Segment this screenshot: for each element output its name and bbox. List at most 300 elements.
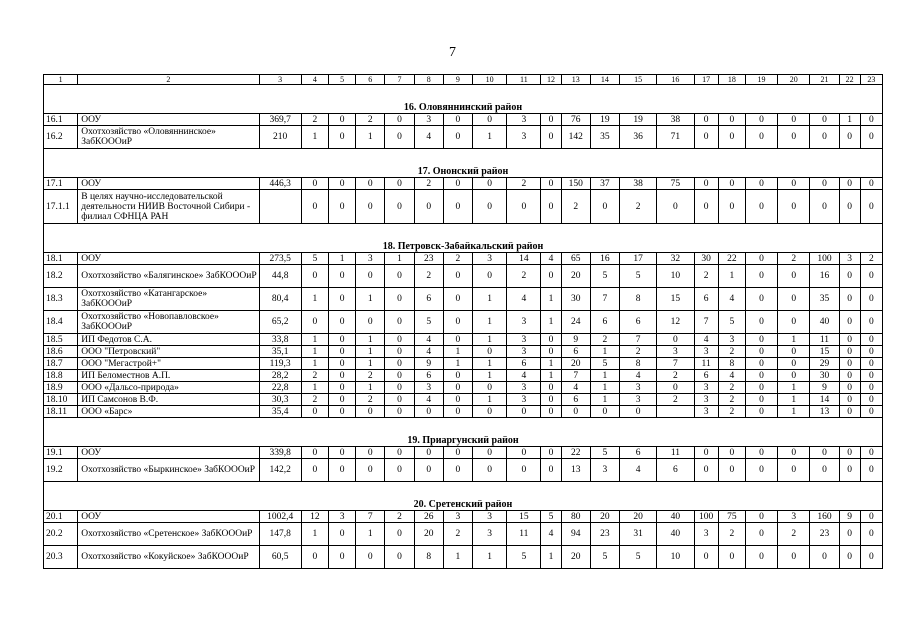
table-row [44,253,883,265]
row-id-cell: 16.2 [44,126,78,149]
value-cell: 0 [839,190,860,224]
value-cell: 30 [561,288,590,311]
column-number-cell: 8 [414,75,443,85]
row-name-cell: ООУ [78,511,259,523]
row-id-cell: 18.4 [44,311,78,334]
value-cell: 0 [745,334,777,346]
value-cell: 1 [356,523,385,546]
section-spacer [44,482,883,501]
table-row [44,114,883,126]
row-id-cell: 18.9 [44,382,78,394]
column-number-cell: 22 [839,75,860,85]
value-cell: 31 [620,523,657,546]
row-name-cell: ООУ [78,178,259,190]
value-cell: 0 [356,459,385,482]
value-cell: 2 [356,370,385,382]
value-cell: 5 [620,546,657,569]
value-cell: 0 [473,406,507,418]
value-cell: 2 [301,114,328,126]
value-cell: 0 [329,190,356,224]
value-cell: 0 [385,114,414,126]
row-area-cell: 1002,4 [259,511,301,523]
column-number-cell: 13 [561,75,590,85]
value-cell: 0 [745,288,777,311]
table-row [44,370,883,382]
value-cell: 0 [541,334,561,346]
value-cell: 2 [356,114,385,126]
row-id-cell: 16.1 [44,114,78,126]
value-cell: 6 [694,370,718,382]
value-cell: 0 [860,447,882,459]
value-cell: 30 [810,370,839,382]
table-row [44,546,883,569]
value-cell: 5 [541,511,561,523]
column-number-cell: 7 [385,75,414,85]
value-cell: 4 [414,346,443,358]
row-name-cell: Охотхозяйство «Кокуйское» ЗабКОООиР [78,546,259,569]
value-cell: 4 [414,394,443,406]
value-cell: 0 [329,265,356,288]
value-cell: 2 [718,382,745,394]
value-cell: 0 [443,406,472,418]
row-area-cell: 210 [259,126,301,149]
value-cell: 10 [657,546,694,569]
value-cell: 6 [620,311,657,334]
value-cell: 1 [541,546,561,569]
value-cell: 1 [473,311,507,334]
section-heading-row [44,242,883,253]
row-id-cell: 18.10 [44,394,78,406]
value-cell: 9 [839,511,860,523]
value-cell: 5 [414,311,443,334]
value-cell: 1 [356,358,385,370]
value-cell: 3 [414,382,443,394]
value-cell: 0 [778,190,810,224]
value-cell: 0 [414,447,443,459]
value-cell: 0 [694,459,718,482]
value-cell: 0 [507,190,541,224]
value-cell: 1 [443,346,472,358]
value-cell: 2 [657,394,694,406]
value-cell: 160 [810,511,839,523]
value-cell: 76 [561,114,590,126]
section-spacer [44,85,883,104]
value-cell: 0 [507,459,541,482]
section-spacer [44,224,883,243]
value-cell: 35 [590,126,619,149]
value-cell: 1 [301,334,328,346]
value-cell: 1 [356,126,385,149]
value-cell: 0 [778,114,810,126]
value-cell: 38 [620,178,657,190]
value-cell: 35 [810,288,839,311]
value-cell: 0 [778,370,810,382]
value-cell: 0 [541,346,561,358]
value-cell: 20 [561,546,590,569]
value-cell: 0 [356,178,385,190]
value-cell: 3 [507,114,541,126]
value-cell: 0 [590,190,619,224]
value-cell: 0 [329,178,356,190]
table-row [44,511,883,523]
value-cell: 14 [810,394,839,406]
section-title: 18. Петровск-Забайкальский район [44,242,883,253]
value-cell: 0 [301,447,328,459]
value-cell: 2 [301,370,328,382]
value-cell: 3 [620,382,657,394]
value-cell: 13 [561,459,590,482]
value-cell: 0 [385,265,414,288]
value-cell: 2 [718,406,745,418]
section-heading-row [44,103,883,114]
value-cell: 0 [473,114,507,126]
value-cell: 75 [657,178,694,190]
table-row [44,406,883,418]
value-cell: 1 [443,358,472,370]
value-cell: 1 [473,126,507,149]
value-cell: 0 [839,382,860,394]
value-cell: 7 [590,288,619,311]
value-cell: 1 [541,288,561,311]
value-cell: 30 [694,253,718,265]
section-spacer-cell [44,482,883,501]
column-number-cell: 16 [657,75,694,85]
value-cell: 0 [860,265,882,288]
value-cell: 3 [507,382,541,394]
value-cell: 11 [810,334,839,346]
row-name-cell: ООО "Мегастрой+" [78,358,259,370]
value-cell: 20 [561,358,590,370]
row-area-cell: 65,2 [259,311,301,334]
value-cell: 0 [541,459,561,482]
value-cell: 0 [414,406,443,418]
value-cell: 0 [860,523,882,546]
value-cell: 0 [356,265,385,288]
value-cell: 17 [620,253,657,265]
row-id-cell: 20.3 [44,546,78,569]
value-cell: 1 [541,370,561,382]
value-cell: 0 [839,394,860,406]
value-cell: 142 [561,126,590,149]
value-cell: 7 [657,358,694,370]
value-cell: 0 [839,265,860,288]
value-cell: 0 [860,459,882,482]
value-cell: 4 [561,382,590,394]
value-cell: 0 [385,334,414,346]
value-cell: 0 [329,370,356,382]
value-cell: 8 [718,358,745,370]
value-cell: 0 [718,546,745,569]
value-cell: 2 [561,190,590,224]
table-row [44,358,883,370]
value-cell: 5 [301,253,328,265]
value-cell: 5 [507,546,541,569]
value-cell: 80 [561,511,590,523]
value-cell: 6 [507,358,541,370]
value-cell: 0 [778,178,810,190]
value-cell: 0 [301,311,328,334]
value-cell: 0 [541,265,561,288]
value-cell: 0 [860,546,882,569]
section-spacer-cell [44,418,883,437]
value-cell: 4 [718,370,745,382]
column-number-cell: 19 [745,75,777,85]
value-cell: 1 [356,334,385,346]
value-cell: 0 [745,382,777,394]
value-cell: 3 [356,253,385,265]
hunting-quota-table [43,74,883,569]
value-cell: 0 [778,447,810,459]
value-cell: 0 [507,406,541,418]
row-id-cell: 18.3 [44,288,78,311]
column-number-cell: 5 [329,75,356,85]
row-area-cell: 369,7 [259,114,301,126]
value-cell: 0 [385,394,414,406]
value-cell: 0 [620,406,657,418]
value-cell: 0 [718,447,745,459]
value-cell: 0 [356,447,385,459]
value-cell: 1 [839,114,860,126]
section-spacer [44,418,883,437]
row-area-cell: 119,3 [259,358,301,370]
value-cell: 29 [810,358,839,370]
value-cell: 0 [301,406,328,418]
value-cell: 0 [329,459,356,482]
row-area-cell: 35,4 [259,406,301,418]
value-cell: 0 [657,334,694,346]
value-cell: 7 [694,311,718,334]
value-cell: 0 [385,523,414,546]
value-cell: 1 [590,370,619,382]
value-cell: 0 [301,265,328,288]
row-id-cell: 18.6 [44,346,78,358]
value-cell: 0 [541,382,561,394]
value-cell: 6 [414,370,443,382]
value-cell: 3 [694,406,718,418]
row-area-cell: 60,5 [259,546,301,569]
value-cell: 0 [329,288,356,311]
value-cell: 38 [657,114,694,126]
value-cell: 0 [541,447,561,459]
value-cell: 4 [541,253,561,265]
value-cell: 15 [810,346,839,358]
value-cell: 1 [356,288,385,311]
value-cell: 1 [301,126,328,149]
value-cell: 0 [414,459,443,482]
value-cell: 0 [443,114,472,126]
value-cell: 3 [657,346,694,358]
value-cell: 0 [443,334,472,346]
value-cell: 0 [810,114,839,126]
table-row [44,178,883,190]
value-cell: 0 [473,190,507,224]
value-cell: 0 [385,370,414,382]
column-number-cell: 20 [778,75,810,85]
value-cell: 0 [860,394,882,406]
value-cell: 0 [473,447,507,459]
value-cell: 20 [590,511,619,523]
value-cell: 4 [507,288,541,311]
value-cell: 20 [561,265,590,288]
value-cell: 0 [443,370,472,382]
row-area-cell: 273,5 [259,253,301,265]
value-cell: 36 [620,126,657,149]
value-cell: 0 [745,253,777,265]
value-cell: 1 [356,346,385,358]
column-number-cell: 9 [443,75,472,85]
section-spacer-cell [44,149,883,168]
value-cell: 1 [778,394,810,406]
row-name-cell: Охотхозяйство «Новопавловское» ЗабКОООиР [78,311,259,334]
value-cell: 0 [810,459,839,482]
value-cell: 4 [541,523,561,546]
value-cell: 0 [860,178,882,190]
value-cell: 0 [745,370,777,382]
value-cell: 0 [329,546,356,569]
value-cell: 0 [541,394,561,406]
value-cell: 2 [507,178,541,190]
value-cell: 0 [443,190,472,224]
section-heading-row [44,167,883,178]
row-area-cell: 28,2 [259,370,301,382]
value-cell: 0 [473,346,507,358]
value-cell: 0 [301,459,328,482]
row-id-cell: 18.2 [44,265,78,288]
value-cell: 0 [694,546,718,569]
value-cell: 0 [860,334,882,346]
value-cell: 0 [839,334,860,346]
value-cell: 9 [414,358,443,370]
value-cell: 0 [810,190,839,224]
value-cell: 11 [507,523,541,546]
value-cell: 1 [473,334,507,346]
value-cell: 0 [860,114,882,126]
row-area-cell: 142,2 [259,459,301,482]
value-cell: 2 [694,265,718,288]
value-cell: 1 [590,346,619,358]
value-cell: 0 [778,288,810,311]
value-cell: 0 [329,394,356,406]
value-cell: 26 [414,511,443,523]
value-cell: 0 [385,190,414,224]
value-cell: 7 [620,334,657,346]
value-cell: 0 [810,126,839,149]
value-cell: 3 [507,394,541,406]
value-cell: 5 [590,265,619,288]
value-cell: 2 [718,523,745,546]
value-cell: 0 [860,382,882,394]
value-cell: 12 [657,311,694,334]
value-cell: 4 [620,370,657,382]
section-title: 16. Оловяннинский район [44,103,883,114]
value-cell: 0 [778,311,810,334]
value-cell: 0 [694,178,718,190]
value-cell: 0 [778,346,810,358]
value-cell: 13 [810,406,839,418]
row-area-cell: 80,4 [259,288,301,311]
value-cell: 5 [590,546,619,569]
value-cell: 12 [301,511,328,523]
value-cell: 0 [718,126,745,149]
value-cell: 0 [810,178,839,190]
value-cell: 0 [473,178,507,190]
value-cell: 8 [414,546,443,569]
row-id-cell: 20.2 [44,523,78,546]
value-cell: 0 [385,288,414,311]
value-cell: 0 [329,311,356,334]
value-cell: 8 [620,288,657,311]
value-cell: 23 [414,253,443,265]
row-name-cell: Охотхозяйство «Оловяннинское» ЗабКОООиР [78,126,259,149]
value-cell: 0 [839,288,860,311]
value-cell: 0 [329,406,356,418]
value-cell: 1 [473,370,507,382]
value-cell: 0 [473,265,507,288]
value-cell: 0 [745,346,777,358]
value-cell: 20 [414,523,443,546]
section-spacer [44,149,883,168]
value-cell: 0 [414,190,443,224]
value-cell: 0 [657,190,694,224]
value-cell: 94 [561,523,590,546]
value-cell: 4 [507,370,541,382]
value-cell: 6 [561,346,590,358]
value-cell: 0 [541,114,561,126]
row-name-cell: ООУ [78,114,259,126]
column-number-cell: 17 [694,75,718,85]
value-cell: 15 [657,288,694,311]
column-number-cell: 11 [507,75,541,85]
value-cell: 0 [718,190,745,224]
value-cell: 0 [839,523,860,546]
value-cell: 9 [561,334,590,346]
value-cell: 0 [657,382,694,394]
section-title: 19. Приаргунский район [44,436,883,447]
value-cell: 0 [694,190,718,224]
value-cell: 1 [329,253,356,265]
row-name-cell: ООУ [78,253,259,265]
value-cell: 0 [778,265,810,288]
value-cell: 0 [718,114,745,126]
value-cell: 0 [541,190,561,224]
value-cell: 0 [329,126,356,149]
column-number-row [44,75,883,85]
row-name-cell: ООО «Барс» [78,406,259,418]
table-row [44,265,883,288]
value-cell: 0 [385,358,414,370]
value-cell: 0 [860,311,882,334]
value-cell: 8 [620,358,657,370]
value-cell: 0 [860,126,882,149]
value-cell: 10 [657,265,694,288]
value-cell: 2 [590,334,619,346]
column-number-cell: 23 [860,75,882,85]
value-cell: 0 [541,126,561,149]
value-cell: 0 [839,546,860,569]
value-cell: 0 [745,265,777,288]
value-cell: 15 [507,511,541,523]
value-cell: 0 [860,406,882,418]
value-cell: 0 [329,346,356,358]
row-area-cell: 22,8 [259,382,301,394]
row-area-cell: 35,1 [259,346,301,358]
value-cell: 0 [443,459,472,482]
value-cell: 6 [561,394,590,406]
value-cell: 22 [561,447,590,459]
value-cell: 2 [356,394,385,406]
value-cell: 0 [839,358,860,370]
value-cell: 0 [385,382,414,394]
